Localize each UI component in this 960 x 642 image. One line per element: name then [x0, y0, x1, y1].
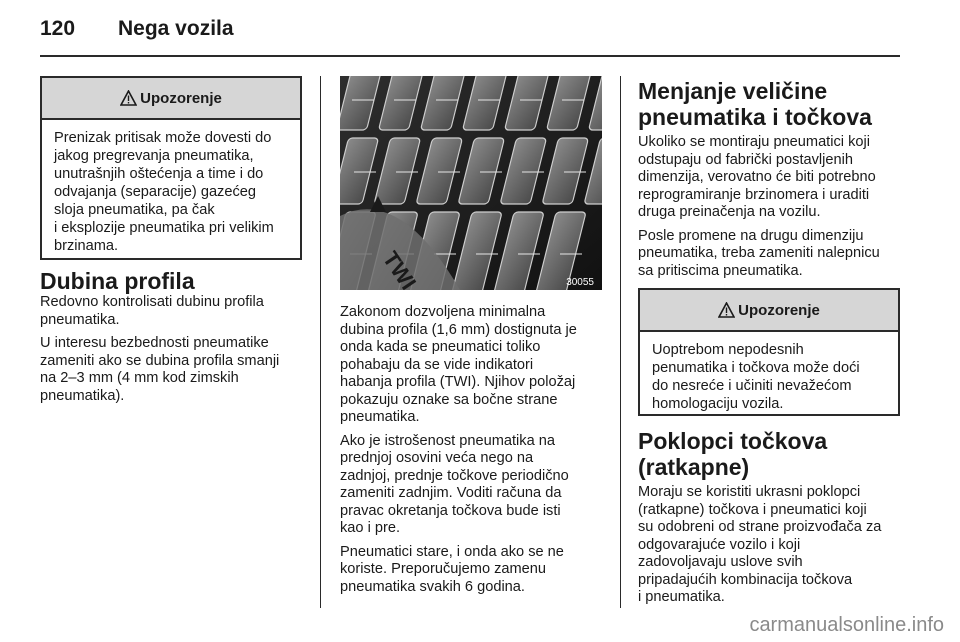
text-line: Uoptrebom nepodesnih — [652, 342, 804, 358]
text-line: pneumatika. — [40, 311, 120, 328]
text-line: Ako je istrošenost pneumatika na — [340, 432, 555, 449]
text-line: zameniti ako se dubina profila smanji — [40, 352, 280, 369]
text-line: pneumatika). — [40, 387, 125, 404]
text-line: Ukoliko se montiraju pneumatici koji — [638, 134, 870, 150]
text-line: pneumatika. — [340, 409, 420, 425]
warning-text — [640, 332, 898, 422]
heading-line: Poklopci točkova — [638, 428, 828, 454]
header-rule — [40, 55, 900, 57]
page-number: 120 — [40, 17, 76, 40]
column-1 — [40, 76, 302, 411]
heading-line: Menjanje veličine — [638, 78, 828, 104]
text-line: sloja pneumatika, pa čak — [54, 202, 215, 218]
paragraph — [340, 544, 610, 597]
warning-title: Upozorenje — [738, 301, 820, 319]
paragraph — [40, 335, 302, 405]
paragraph — [340, 304, 610, 427]
section-title: Nega vozila — [118, 17, 234, 40]
twi-marking: TWI — [377, 246, 422, 290]
warning-title: Upozorenje — [140, 89, 222, 107]
tire-tread-figure — [340, 76, 602, 290]
text-line: na 2–3 mm (4 mm kod zimskih — [40, 370, 239, 386]
text-line: zadovoljavaju uslove svih — [638, 554, 803, 570]
paragraph — [638, 228, 906, 281]
warning-header — [640, 290, 898, 332]
section-heading — [638, 428, 906, 480]
text-line: odvajanja (separacije) gazećeg — [54, 184, 257, 200]
text-line: pneumatika svakih 6 godina. — [340, 578, 525, 595]
section-heading — [638, 78, 906, 130]
warning-box — [638, 288, 900, 416]
text-line: pokazuju oznake sa bočne strane — [340, 391, 558, 408]
paragraph — [638, 134, 906, 222]
text-line: U interesu bezbednosti pneumatike — [40, 335, 269, 351]
text-line: pravac okretanja točkova bude isti — [340, 502, 561, 519]
text-line: zadnjoj, prednje točkove periodično — [340, 467, 569, 484]
text-line: prednjoj osovini veća nego na — [340, 450, 534, 466]
text-line: pripadajućih kombinacija točkova — [638, 571, 853, 588]
column-2 — [340, 304, 610, 602]
text-line: do nesreće i učiniti nevažećom — [652, 378, 852, 394]
warning-text — [42, 120, 300, 264]
text-line: habanja profila (TWI). Njihov položaj — [340, 374, 576, 390]
figure-number: 30055 — [566, 277, 594, 288]
column-divider — [320, 76, 321, 608]
text-line: Zakonom dozvoljena minimalna — [340, 304, 546, 320]
text-line: pohabaju da se vide indikatori — [340, 356, 534, 373]
heading-line: pneumatika i točkova — [638, 104, 872, 130]
heading-line: (ratkapne) — [638, 454, 750, 480]
text-line: su odobreni od strane proizvođača za — [638, 519, 882, 535]
text-line: (ratkapne) točkova i pneumatici koji — [638, 501, 867, 518]
text-line: Moraju se koristiti ukrasni poklopci — [638, 484, 861, 500]
paragraph — [40, 294, 302, 329]
watermark: carmanualsonline.info — [749, 614, 944, 636]
warning-triangle-icon — [718, 302, 735, 318]
text-line: penumatika i točkova može doći — [652, 360, 860, 376]
text-line: dubina profila (1,6 mm) dostignuta je — [340, 321, 577, 338]
paragraph — [638, 484, 906, 607]
text-line: brzinama. — [54, 238, 119, 254]
text-line: odgovarajuće vozilo i koji — [638, 536, 801, 553]
tire-tread-illustration — [340, 76, 602, 290]
text-line: odstupaju od fabrički postavljenih — [638, 151, 853, 168]
text-line: Posle promene na drugu dimenziju — [638, 227, 864, 244]
text-line: reprogramiranje brzinomera i uraditi — [638, 186, 870, 203]
text-line: druga preinačenja na vozilu. — [638, 204, 821, 220]
text-line: pneumatika, treba zameniti nalepnicu — [638, 245, 880, 261]
paragraph — [340, 433, 610, 538]
column-3 — [638, 78, 906, 613]
section-heading: Dubina profila — [40, 268, 195, 294]
text-line: jakog pregrevanja pneumatika, — [54, 148, 254, 164]
text-line: dimenzija, verovatno će biti potrebno — [638, 169, 876, 185]
text-line: sa pritiscima pneumatika. — [638, 262, 803, 279]
text-line: Pneumatici stare, i onda ako se ne — [340, 543, 564, 560]
text-line: koriste. Preporučujemo zamenu — [340, 561, 547, 577]
text-line: i pneumatika. — [638, 589, 725, 605]
warning-header — [42, 78, 300, 120]
text-line: onda kada se pneumatici toliko — [340, 339, 541, 355]
text-line: i eksplozije pneumatika pri velikim — [54, 220, 274, 236]
warning-box — [40, 76, 302, 260]
column-divider — [620, 76, 621, 608]
text-line: kao i pre. — [340, 520, 401, 536]
text-line: unutrašnjih oštećenja a time i do — [54, 166, 264, 182]
text-line: homologaciju vozila. — [652, 396, 784, 412]
text-line: Prenizak pritisak može dovesti do — [54, 130, 272, 146]
text-line: zameniti zadnjim. Voditi računa da — [340, 485, 562, 501]
warning-triangle-icon — [120, 90, 137, 106]
text-line: Redovno kontrolisati dubinu profila — [40, 294, 264, 310]
